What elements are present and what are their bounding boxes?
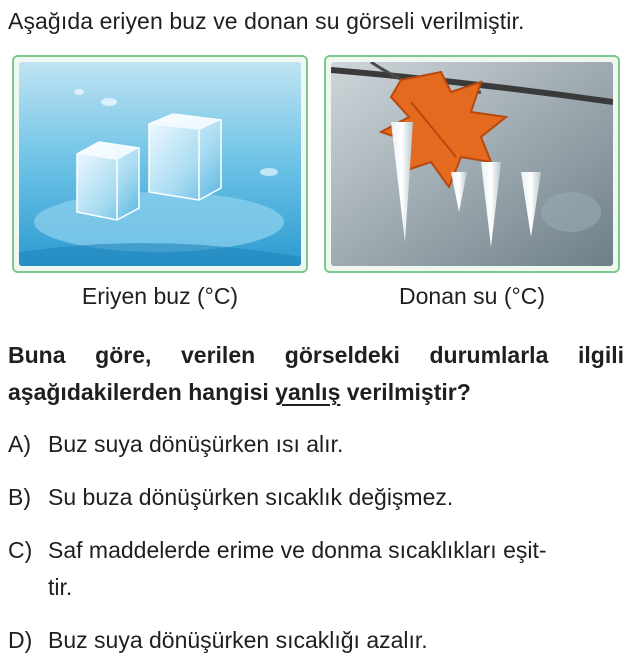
melting-ice-cubes-icon [19,62,301,266]
option-text: Su buza dönüşürken sıcaklık değişmez. [48,484,454,510]
intro-text: Aşağıda eriyen buz ve donan su görseli verilmiştir. [8,8,525,34]
option-b[interactable] [8,479,626,516]
option-c[interactable] [8,532,626,606]
option-label: B) [8,484,31,510]
caption-ice: Eriyen buz (°C) [81,283,239,309]
option-text: Buz suya dönüşürken ısı alır. [48,431,344,457]
option-text-continued: tir. [48,574,73,600]
question-part: Buna göre, verilen görseldeki durumlarla ilgili aşağıdakilerden hangisi [8,342,624,405]
image-frame-ice [12,55,308,273]
option-a[interactable] [8,426,626,463]
option-label: D) [8,627,33,653]
option-text: Buz suya dönüşürken sıcaklığı azalır. [48,627,428,653]
option-label: C) [8,537,33,563]
question-text [8,337,624,411]
question-underlined-word: yanlış [275,379,341,405]
frozen-leaf-icicles-icon [331,62,613,266]
option-d[interactable] [8,622,626,659]
caption-frozen: Donan su (°C) [399,283,545,309]
option-text: Saf maddelerde erime ve donma sıcaklıkları eşit- [48,537,547,563]
option-label: A) [8,431,31,457]
image-frame-frozen [324,55,620,273]
question-part-end: verilmiştir? [340,379,471,405]
